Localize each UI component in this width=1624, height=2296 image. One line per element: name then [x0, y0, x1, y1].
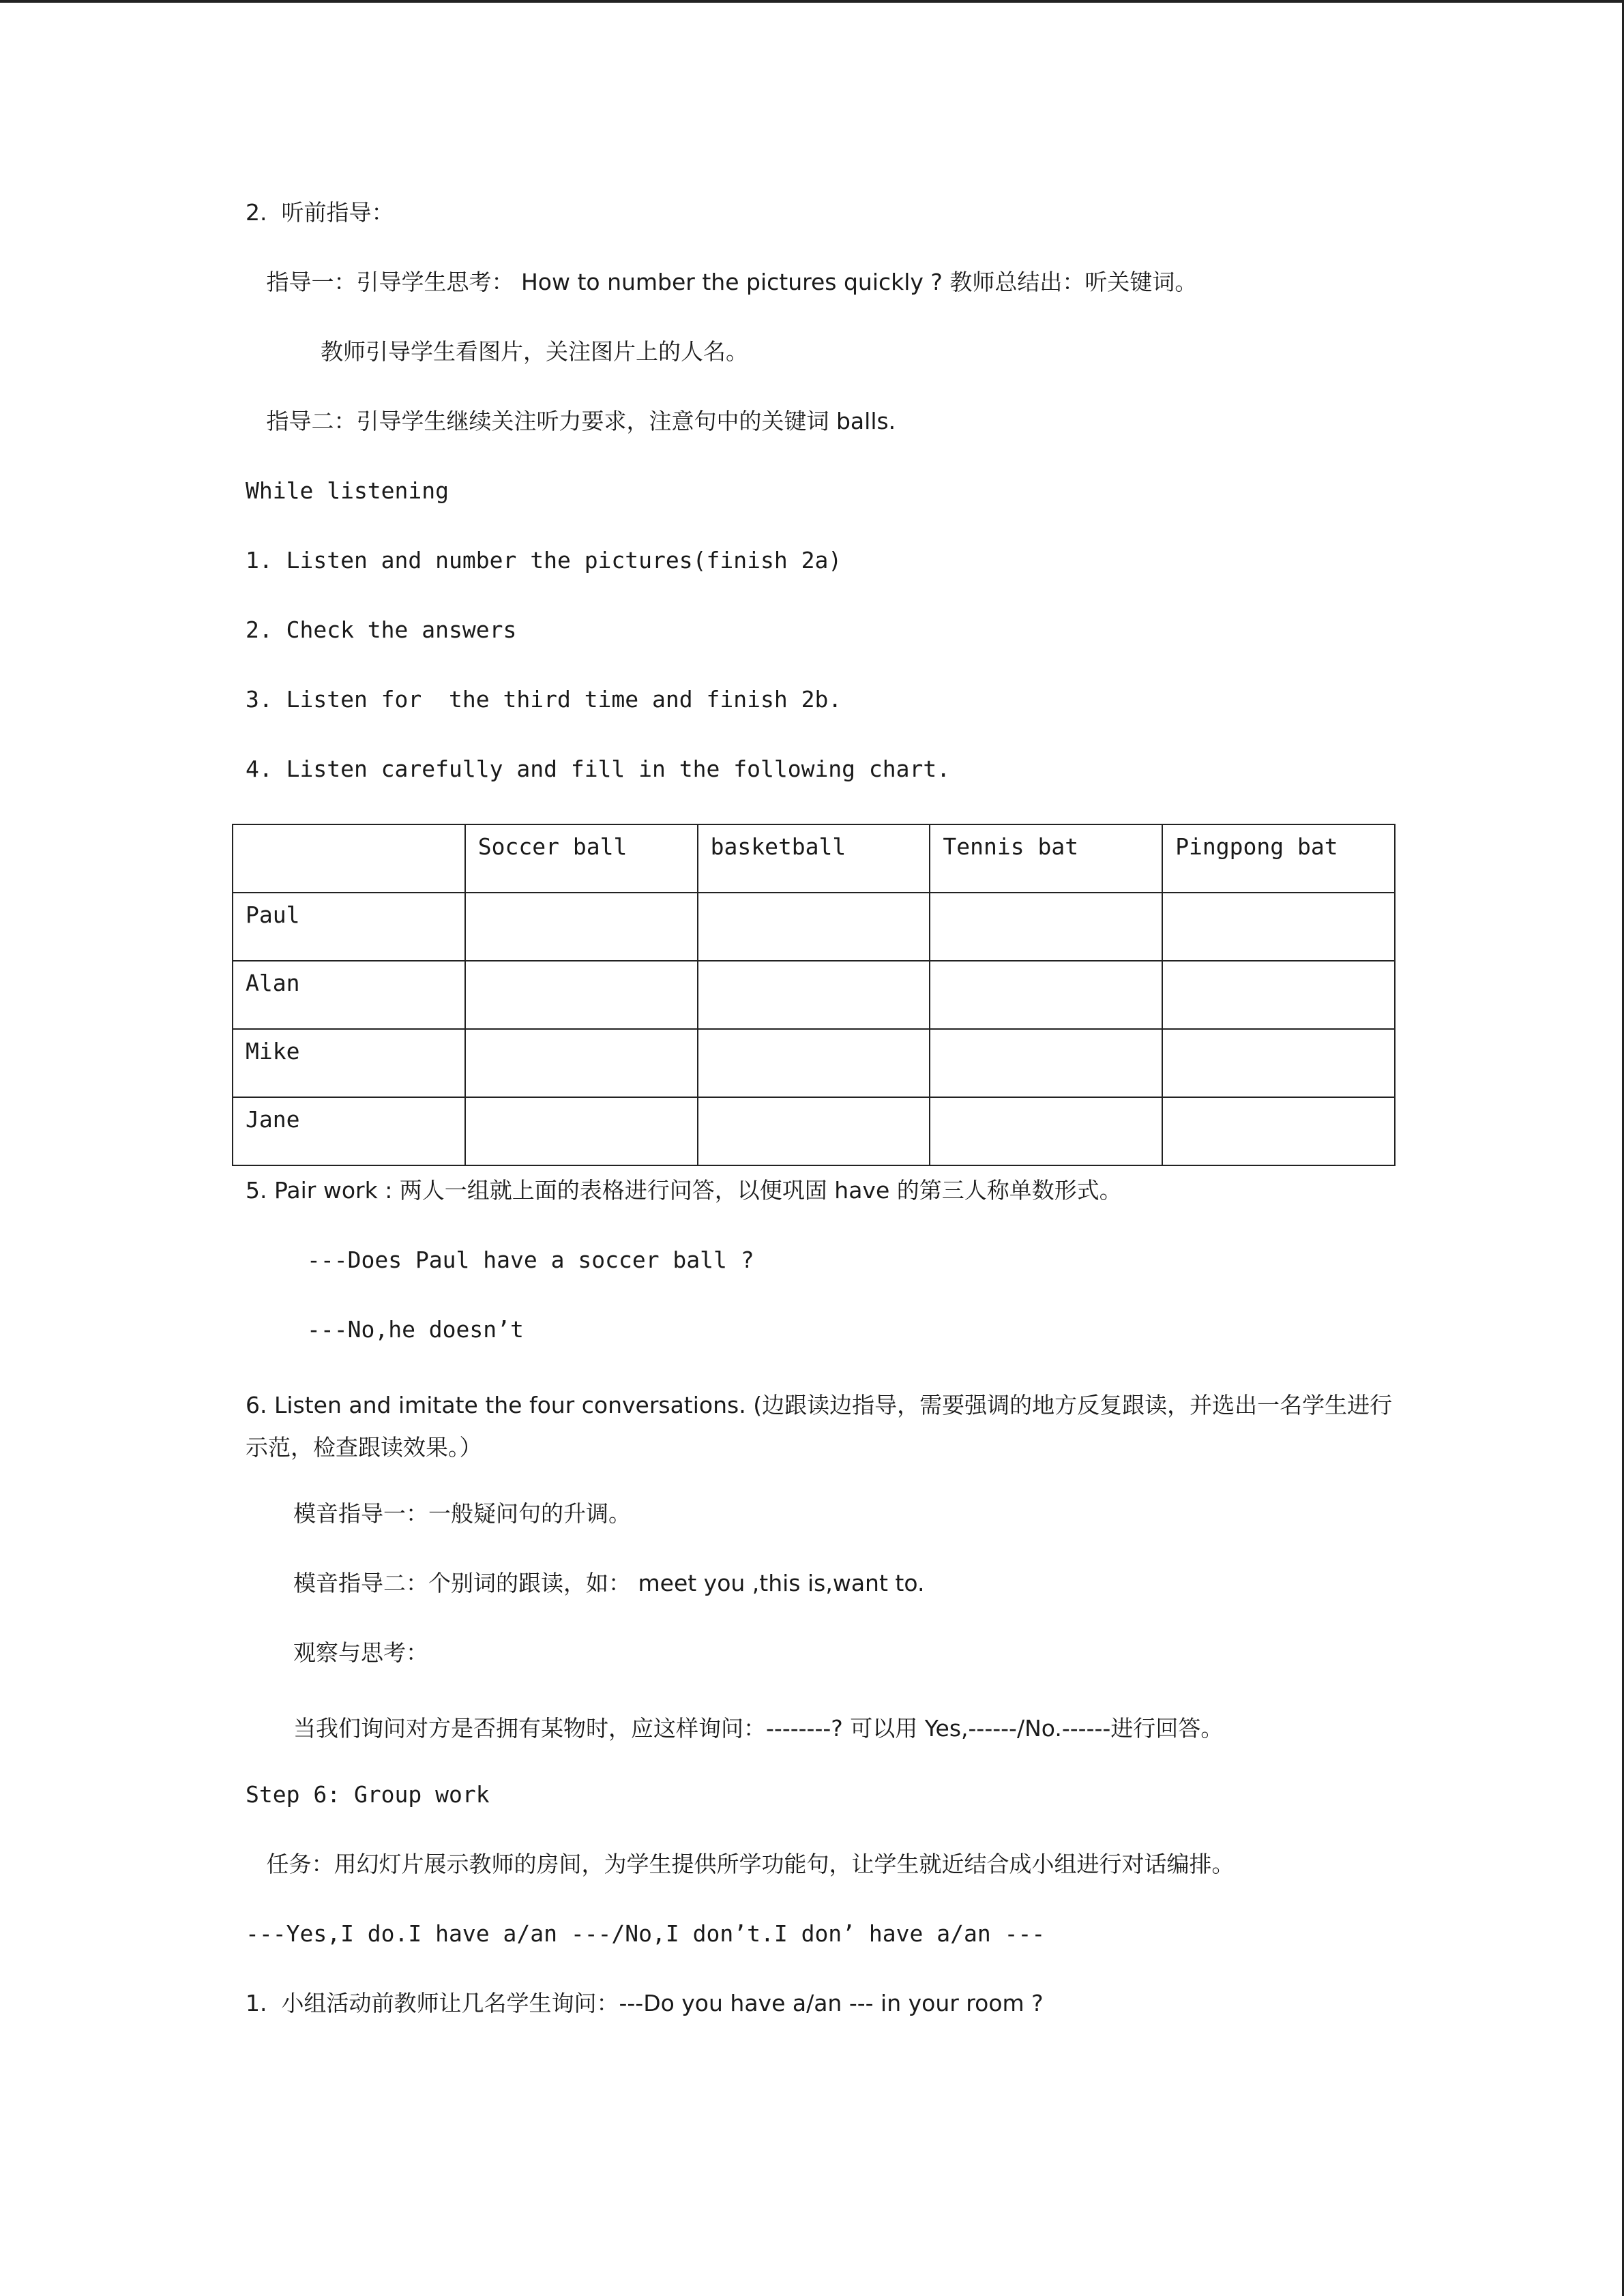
guide-one-followup: 教师引导学生看图片，关注图片上的人名。 — [321, 338, 748, 365]
imitate-line: 6. Listen and imitate the four conversations. (边跟读边指导，需要强调的地方反复跟读，并选出一名学生进行示范，检查跟读效果。） — [246, 1392, 1393, 1461]
guide-two-line: 指导二：引导学生继续关注听力要求，注意句中的关键词 balls. — [259, 408, 896, 434]
chart-cell — [698, 893, 930, 961]
chart-row-label: Jane — [233, 1097, 465, 1165]
pronunciation-guide-one: 模音指导一：一般疑问句的升调。 — [293, 1500, 631, 1527]
chart-header-row — [233, 824, 1395, 893]
chart-cell — [930, 1029, 1162, 1097]
chart-row — [233, 1097, 1395, 1165]
chart-row-label: Mike — [233, 1029, 465, 1097]
chart-cell — [698, 961, 930, 1029]
observe-think-label: 观察与思考： — [293, 1639, 428, 1666]
chart-header-cell: Soccer ball — [465, 824, 698, 893]
step-6-heading: Step 6: Group work — [246, 1781, 490, 1808]
chart-cell — [698, 1097, 930, 1165]
chart-cell — [930, 893, 1162, 961]
chart-cell — [465, 1097, 698, 1165]
chart-row-label: Alan — [233, 961, 465, 1029]
chart-header-cell: basketball — [698, 824, 930, 893]
guide-one-line: 指导一：引导学生思考： How to number the pictures quickly ? 教师总结出：听关键词。 — [259, 269, 1198, 295]
pair-work-question: ---Does Paul have a soccer ball ? — [307, 1247, 754, 1273]
chart-row — [233, 1029, 1395, 1097]
pronunciation-guide-two: 模音指导二：个别词的跟读，如： meet you ,this is,want to. — [293, 1570, 925, 1596]
chart-cell — [1162, 1029, 1395, 1097]
heading-pre-listening: 2. 听前指导： — [246, 199, 394, 226]
listening-step-3: 3. Listen for the third time and finish 2b. — [246, 686, 842, 713]
group-work-task: 任务：用幻灯片展示教师的房间，为学生提供所学功能句，让学生就近结合成小组进行对话编排。 — [259, 1851, 1235, 1877]
chart-row — [233, 961, 1395, 1029]
chart-cell — [698, 1029, 930, 1097]
chart-cell — [930, 961, 1162, 1029]
listening-step-2: 2. Check the answers — [246, 616, 517, 643]
chart-row — [233, 893, 1395, 961]
chart-header-cell: Tennis bat — [930, 824, 1162, 893]
chart-cell — [1162, 961, 1395, 1029]
chart-cell — [465, 1029, 698, 1097]
chart-header-cell — [233, 824, 465, 893]
reply-pattern-line: ---Yes,I do.I have a/an ---/No,I don’t.I don’ have a/an --- — [246, 1920, 1046, 1947]
listening-step-1: 1. Listen and number the pictures(finish 2a) — [246, 547, 842, 573]
heading-while-listening: While listening — [246, 477, 449, 504]
document-page — [246, 198, 1405, 2058]
fill-in-chart — [232, 824, 1396, 1166]
chart-cell — [1162, 893, 1395, 961]
pair-work-answer: ---No,he doesn’t — [307, 1316, 524, 1343]
chart-header-cell: Pingpong bat — [1162, 824, 1395, 893]
chart-cell — [465, 893, 698, 961]
group-activity-step-1: 1. 小组活动前教师让几名学生询问：---Do you have a/an --- in your room ? — [246, 1990, 1044, 2016]
pair-work-line: 5. Pair work : 两人一组就上面的表格进行问答，以便巩固 have 的第三人称单数形式。 — [246, 1177, 1122, 1204]
question-pattern-line: 当我们询问对方是否拥有某物时，应这样询问：--------? 可以用 Yes,------/No.------进行回答。 — [293, 1715, 1224, 1742]
page-top-border — [0, 0, 1624, 3]
chart-cell — [1162, 1097, 1395, 1165]
chart-cell — [465, 961, 698, 1029]
listening-step-4: 4. Listen carefully and fill in the following chart. — [246, 756, 951, 782]
chart-cell — [930, 1097, 1162, 1165]
chart-row-label: Paul — [233, 893, 465, 961]
